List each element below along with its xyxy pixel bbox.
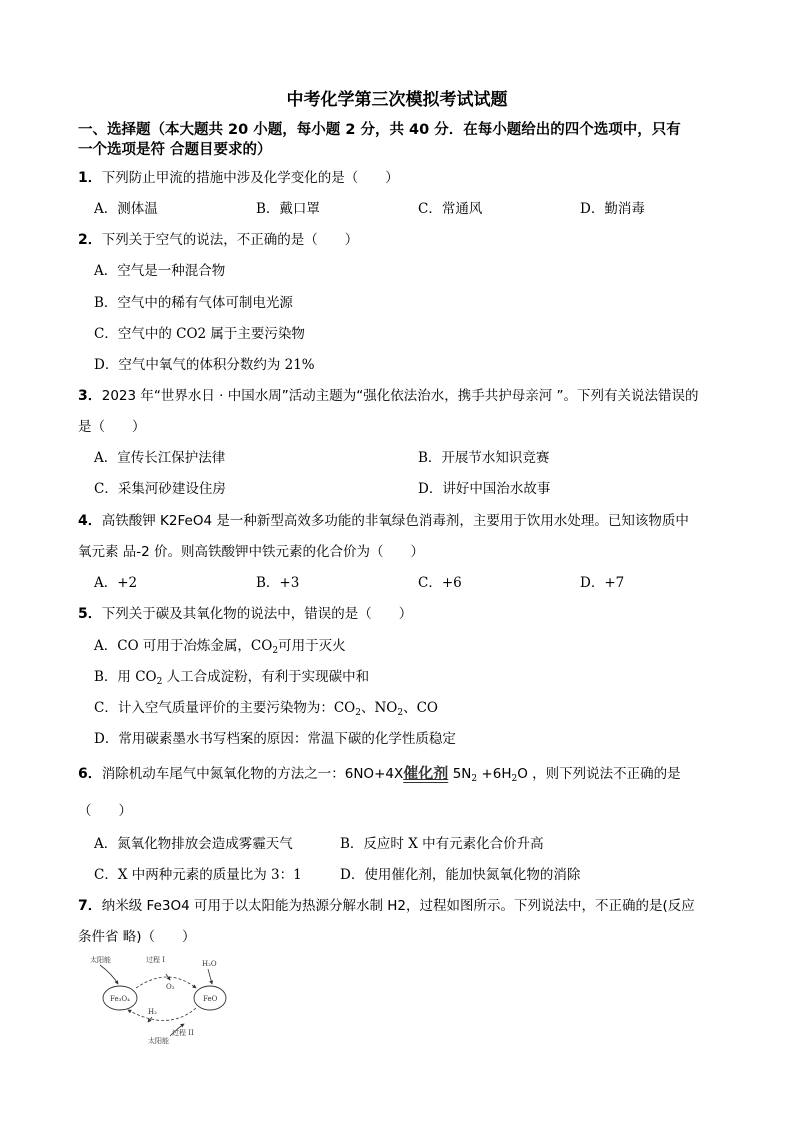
h2o-arrow	[208, 969, 212, 984]
question-3-line2: 是（ ）	[78, 419, 146, 435]
reaction-cycle-diagram	[88, 952, 248, 1052]
section-heading-line1: 一、选择题（本大题共 20 小题，每小题 2 分，共 40 分．在每小题给出的四个选项中，只有	[78, 122, 681, 138]
section-heading-line2: 一个选项是符 合题目要求的）	[78, 142, 272, 158]
q3-option-d[interactable]: D．讲好中国治水故事	[418, 481, 551, 497]
process-2-label: 过程 II	[172, 1029, 194, 1037]
q5-option-b[interactable]: B．用 $CO_2$ 人工合成淀粉，有利于实现碳中和	[94, 669, 370, 687]
q5-option-a[interactable]: A．CO 可用于冶炼金属，$CO_2$可用于灭火	[94, 638, 346, 656]
sun-arrow-top	[100, 965, 118, 984]
h2o-label: H₂O	[202, 960, 217, 968]
process-2-arrow	[128, 1008, 196, 1021]
q3-option-b[interactable]: B．开展节水知识竞赛	[418, 450, 550, 466]
q3-option-c[interactable]: C．采集河砂建设住房	[94, 481, 226, 497]
question-7: 7．纳米级 Fe3O4 可用于以太阳能为热源分解水制 H2，过程如图所示。下列说法中，不正确的是(反应	[78, 898, 695, 914]
q6-option-d[interactable]: D．使用催化剂，能加快氮氧化物的消除	[340, 867, 581, 883]
q1-option-a[interactable]: A．测体温	[94, 201, 158, 217]
feo-label: FeO	[203, 995, 218, 1003]
question-2: 2．下列关于空气的说法，不正确的是（ ）	[78, 232, 359, 248]
fe3o4-label: Fe₃O₄	[110, 995, 130, 1003]
q4-option-d[interactable]: D．+7	[580, 575, 625, 591]
h2-label: H₂	[148, 1008, 157, 1016]
q2-option-c[interactable]: C．空气中的 CO2 属于主要污染物	[94, 326, 305, 342]
q2-option-b[interactable]: B．空气中的稀有气体可制电光源	[94, 295, 293, 311]
question-3: 3．2023 年“世界水日 · 中国水周”活动主题为“强化依法治水，携手共护母亲河 ”。下列有关说法错误的	[78, 388, 699, 404]
sun-label-bottom: 太阳能	[148, 1037, 169, 1045]
question-4: 4．高铁酸钾 K2FeO4 是一种新型高效多功能的非氧绿色消毒剂，主要用于饮用水处理。已知该物质中	[78, 513, 689, 529]
q4-option-c[interactable]: C．+6	[418, 575, 462, 591]
q4-option-a[interactable]: A．+2	[94, 575, 138, 591]
q4-option-b[interactable]: B．+3	[256, 575, 300, 591]
question-4-line2: 氧元素 品-2 价。则高铁酸钾中铁元素的化合价为（ ）	[78, 544, 425, 560]
question-5: 5．下列关于碳及其氧化物的说法中，错误的是（ ）	[78, 606, 413, 622]
sun-label-top: 太阳能	[90, 956, 111, 964]
q6-option-c[interactable]: C．X 中两种元素的质量比为 3：1	[94, 867, 302, 883]
q5-option-c[interactable]: C．计入空气质量评价的主要污染物为：$CO_2$、$NO_2$、CO	[94, 700, 438, 718]
catalyst-label: 催化剂	[403, 764, 449, 782]
process-1-label: 过程 I	[146, 956, 165, 964]
question-6: 6．消除机动车尾气中氮氧化物的方法之一：6NO+4X催化剂 $5N_2 +6H_2O$ ，则下列说法不正确的是	[78, 764, 681, 784]
question-7-line2: 条件省 略)（ ）	[78, 929, 196, 945]
o2-label: O₂	[166, 983, 175, 991]
q3-option-a[interactable]: A．宣传长江保护法律	[94, 450, 226, 466]
q1-option-d[interactable]: D．勤消毒	[580, 201, 645, 217]
q1-option-b[interactable]: B．戴口罩	[256, 201, 320, 217]
q1-option-c[interactable]: C．常通风	[418, 201, 483, 217]
q2-option-a[interactable]: A．空气是一种混合物	[94, 263, 226, 279]
q5-option-d[interactable]: D．常用碳素墨水书写档案的原因：常温下碳的化学性质稳定	[94, 731, 456, 747]
page-title: 中考化学第三次模拟考试试题	[286, 90, 508, 110]
q6-option-a[interactable]: A．氮氧化物排放会造成雾霾天气	[94, 836, 293, 852]
q6-option-b[interactable]: B．反应时 X 中有元素化合价升高	[340, 836, 544, 852]
question-6-paren: （ ）	[78, 803, 132, 819]
q2-option-d[interactable]: D．空气中氧气的体积分数约为 21%	[94, 357, 315, 373]
question-1: 1．下列防止甲流的措施中涉及化学变化的是（ ）	[78, 170, 399, 186]
